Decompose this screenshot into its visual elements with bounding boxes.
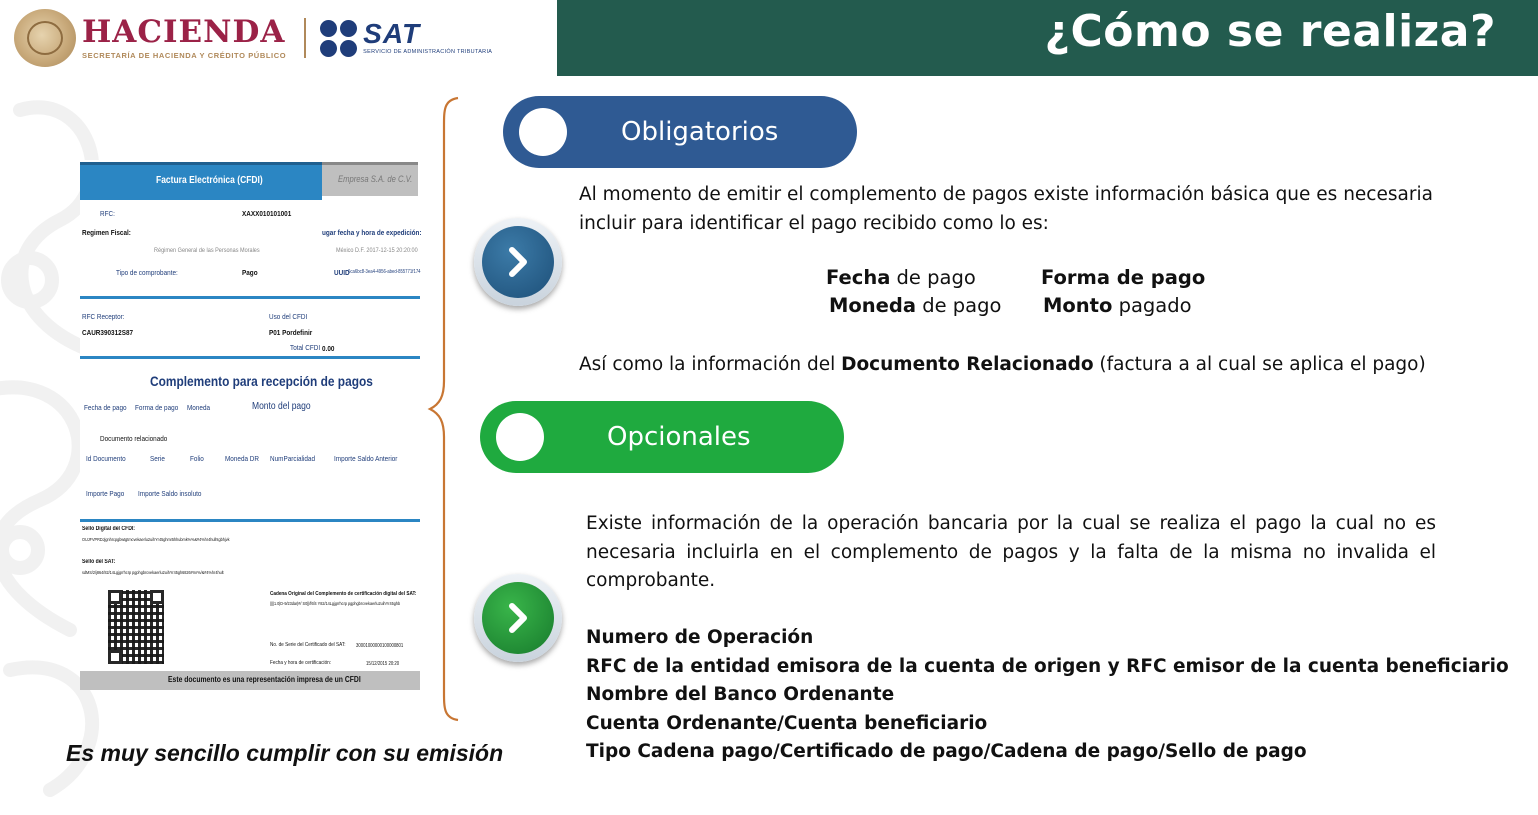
opcionales-header [480,401,844,473]
cfdi-document [80,160,420,690]
qr-code [108,590,164,664]
cfdi-fecha-cert-value: 15/12/2015 20:20 [366,661,400,667]
cfdi-uuid-label: UUID [334,268,350,277]
cfdi-tipo-label: Tipo de comprobante: [116,268,178,277]
cfdi-cert-value: 30001000000100000801 [356,643,404,649]
cfdi-fecha-pago: Fecha de pago [84,403,127,412]
tagline: Es muy sencillo cumplir con su emisión [66,740,504,766]
cfdi-doc-relacionado: Documento relacionado [100,434,168,443]
field-monto: Monto pagado [1043,294,1192,317]
logo-divider [304,18,306,58]
circle-icon [496,413,544,461]
cfdi-moneda-dr: Moneda DR [225,454,260,463]
cfdi-sello-cfdi-value: OUJFVPRDJjgnhrcpgbwtgtmcvekaerlu2uihYr45ghmr5hhubmk%%&#4%hr4hulhtgbhjvk [82,537,230,542]
cfdi-importe-saldo-insoluto: Importe Saldo insoluto [138,489,202,498]
cfdi-folio: Folio [190,454,204,463]
field-forma: Forma de pago [1041,266,1206,289]
cfdi-importe-saldo-anterior: Importe Saldo Anterior [334,454,398,463]
sat-subtitle: SERVICIO DE ADMINISTRACIÓN TRIBUTARIA [363,49,493,55]
title-bar [557,0,1538,76]
list-item: Numero de Operación [586,627,814,648]
cfdi-footer-text: Este documento es una representación impresa de un CFDI [168,675,361,684]
cfdi-divider [80,296,420,299]
cfdi-lugar-value: México D.F. 2017-12-15 20:20:00 [336,247,418,254]
chevron-right-icon [474,218,562,306]
obligatorios-header [503,96,857,168]
list-item: Nombre del Banco Ordenante [586,684,895,705]
cfdi-monto-pago: Monto del pago [252,401,311,412]
cfdi-complemento-title: Complemento para recepción de pagos [150,373,373,389]
cfdi-divider [80,519,420,522]
cfdi-total-value: 0.00 [322,344,335,353]
cfdi-forma-pago: Forma de pago [135,403,179,412]
circle-icon [519,108,567,156]
cfdi-company: Empresa S.A. de C.V. [338,174,413,184]
cfdi-divider [80,356,420,359]
cfdi-regimen-label: Regimen Fiscal: [82,228,131,237]
chevron-right-icon [474,574,562,662]
cfdi-receptor-value: CAUR390312S87 [82,328,134,337]
cfdi-cert-label: No. de Serie del Certificado del SAT: [270,642,346,648]
cfdi-uso-value: P01 Pordefinir [269,328,313,337]
cfdi-fecha-cert-label: Fecha y hora de certificación: [270,660,332,666]
cfdi-cadena-value: ||||1.0|D-9/23dar|#/ S0||/f6f4 Y82/14Lgjgrrhcrp pgphgbrcvekaerlu2uihYr45ghb [270,601,401,606]
header-logos [14,8,492,68]
cfdi-moneda: Moneda [187,403,211,412]
cfdi-sello-sat-label: Sello del SAT: [82,559,116,565]
hacienda-logo [82,16,286,60]
cfdi-title: Factura Electrónica (CFDI) [156,175,263,186]
cfdi-lugar-label: ugar fecha y hora de expedición: [322,228,422,237]
cfdi-sello-cfdi-label: Sello Digital del CFDI: [82,526,135,532]
obligatorios-label: Obligatorios [621,117,779,147]
cfdi-receptor-label: RFC Receptor: [82,312,125,321]
curly-brace [426,96,466,722]
cfdi-regimen-value: Régimen General de las Personas Morales [154,247,260,254]
cfdi-sello-sat-value: sdMS/2/j864/82/14Lgjgrrhcrp pgphgbrcvekaerlu2uihYr45gh6826#mr%/&#4%hr4hult [82,570,224,575]
sat-logo [320,20,492,57]
list-item: RFC de la entidad emisora de la cuenta de origen y RFC emisor de la cuenta beneficiario [586,655,1509,677]
opcionales-list [586,624,1509,767]
cfdi-total-label: Total CFDI [290,343,321,352]
page-title: ¿Cómo se realiza? [1044,6,1496,57]
sat-dots-icon [320,20,357,57]
hacienda-title: HACIENDA [82,14,286,50]
cfdi-uuid-value: 6ca6bc8-3ea4-4956-abed-855771f174 [348,269,421,275]
list-item: Tipo Cadena pago/Certificado de pago/Cadena de pago/Sello de pago [586,741,1307,762]
cfdi-importe-pago: Importe Pago [86,489,125,498]
cfdi-cadena-label: Cadena Original del Complemento de certificación digital del SAT: [270,591,417,597]
list-item: Cuenta Ordenante/Cuenta beneficiario [586,712,988,734]
cfdi-id-documento: Id Documento [86,454,126,463]
cfdi-num-parcialidad: NumParcialidad [270,454,316,463]
seal-icon [14,9,76,67]
cfdi-serie: Serie [150,454,165,463]
cfdi-rfc-value: XAXX010101001 [242,209,292,218]
field-moneda: Moneda de pago [829,294,1002,317]
documento-relacionado-text: Así como la información del Documento Relacionado (factura a al cual se aplica el pago) [579,354,1426,375]
opcionales-description: Existe información de la operación bancaria por la cual se realiza el pago la cual no es necesaria incluirla en el complemento de pagos y la falta de la misma no invalida el comprobante. [586,513,1436,591]
obligatorios-intro: Al momento de emitir el complemento de pagos existe información básica que es necesaria incluir para identificar el pago recibido como lo es: [579,184,1433,234]
cfdi-tipo-value: Pago [242,268,258,277]
cfdi-rfc-label: RFC: [100,209,115,218]
opcionales-label: Opcionales [607,422,751,452]
cfdi-uso-label: Uso del CFDI [269,312,308,321]
sat-word: SAT [363,18,421,49]
hacienda-subtitle: SECRETARÍA DE HACIENDA Y CRÉDITO PÚBLICO [82,51,287,60]
field-fecha: Fecha de pago [826,266,976,289]
